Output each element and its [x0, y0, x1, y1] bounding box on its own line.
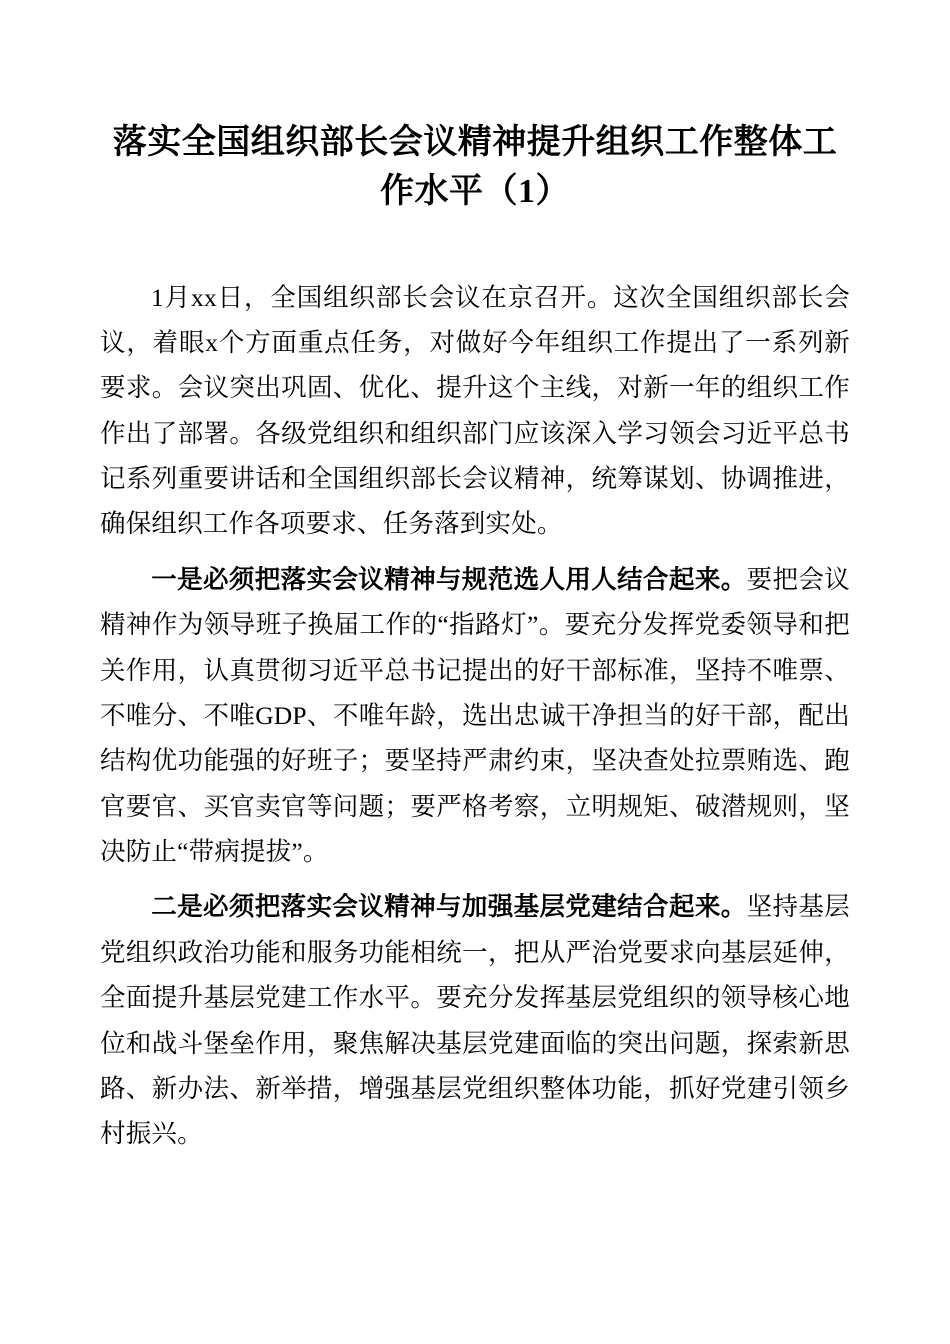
- paragraph-1: [100, 275, 850, 547]
- paragraph-3-text: 坚持基层党组织政治功能和服务功能相统一，把从严治党要求向基层延伸，全面提升基层党建工作水平。要充分发挥基层党组织的领导核心地位和战斗堡垒作用，聚焦解决基层党建面临的突出问题，探索新思路、新办法、新举措，增强基层党组织整体功能，抓好党建引领乡村振兴。: [100, 892, 850, 1149]
- paragraph-2: [100, 557, 850, 875]
- paragraph-3: [100, 884, 850, 1156]
- paragraph-2-text: 要把会议精神作为领导班子换届工作的“指路灯”。要充分发挥党委领导和把关作用，认真贯彻习近平总书记提出的好干部标准，坚持不唯票、不唯分、不唯GDP、不唯年龄，选出忠诚干净担当的好干部，配出结构优功能强的好班子；要坚持严肃约束，坚决查处拉票贿选、跑官要官、买官卖官等问题；要严格考察，立明规矩、破潜规则，坚决防止“带病提拔”。: [100, 564, 850, 867]
- paragraph-3-lead: 二是必须把落实会议精神与加强基层党建结合起来。: [151, 892, 747, 922]
- paragraph-1-text: 1月xx日，全国组织部长会议在京召开。这次全国组织部长会议，着眼x个方面重点任务，对做好今年组织工作提出了一系列新要求。会议突出巩固、优化、提升这个主线，对新一年的组织工作作出了部署。各级党组织和组织部门应该深入学习领会习近平总书记系列重要讲话和全国组织部长会议精神，统筹谋划、协调推进，确保组织工作各项要求、任务落到实处。: [100, 282, 850, 539]
- page-title: 落实全国组织部长会议精神提升组织工作整体工作水平（1）: [112, 124, 838, 211]
- paragraph-2-lead: 一是必须把落实会议精神与规范选人用人结合起来。: [151, 564, 747, 594]
